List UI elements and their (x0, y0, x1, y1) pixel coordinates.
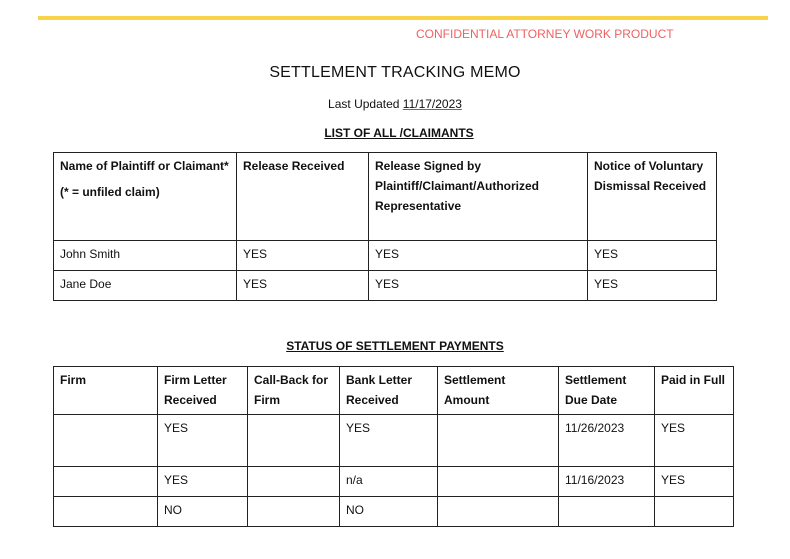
col-settlement-amount: Settlement Amount (438, 367, 559, 415)
claimants-header-row (54, 153, 717, 241)
col-due-date: Settlement Due Date (559, 367, 655, 415)
col-paid-in-full: Paid in Full (655, 367, 734, 415)
col-release-signed: Release Signed by Plaintiff/Claimant/Authorized Representative (369, 153, 588, 241)
paid-cell (655, 497, 734, 527)
firm-cell (54, 497, 158, 527)
firm-letter-cell: YES (158, 467, 248, 497)
col-dismissal: Notice of Voluntary Dismissal Received (588, 153, 717, 241)
header-rule (38, 16, 768, 20)
last-updated (0, 97, 790, 111)
claimant-name: Jane Doe (54, 271, 237, 301)
col-firm: Firm (54, 367, 158, 415)
col-claimant-name-label: Name of Plaintiff or Claimant* (60, 159, 229, 173)
dismissal-received: YES (588, 271, 717, 301)
due-date-cell (559, 497, 655, 527)
claimants-table (53, 152, 717, 301)
firm-cell (54, 467, 158, 497)
col-claimant-name (54, 153, 237, 241)
release-signed: YES (369, 271, 588, 301)
col-release-received: Release Received (237, 153, 369, 241)
table-row (54, 497, 734, 527)
call-back-cell (248, 415, 340, 467)
table-row (54, 241, 717, 271)
table-row (54, 415, 734, 467)
dismissal-received: YES (588, 241, 717, 271)
payments-table (53, 366, 734, 527)
page-title: SETTLEMENT TRACKING MEMO (269, 64, 521, 81)
payments-heading: STATUS OF SETTLEMENT PAYMENTS (286, 339, 504, 353)
claimants-heading: LIST OF ALL /CLAIMANTS (324, 126, 474, 140)
claimant-name: John Smith (54, 241, 237, 271)
amount-cell (438, 467, 559, 497)
last-updated-label: Last Updated (328, 97, 400, 111)
amount-cell (438, 415, 559, 467)
bank-letter-cell: n/a (340, 467, 438, 497)
paid-cell: YES (655, 415, 734, 467)
release-received: YES (237, 241, 369, 271)
col-firm-letter: Firm Letter Received (158, 367, 248, 415)
amount-cell (438, 497, 559, 527)
call-back-cell (248, 497, 340, 527)
bank-letter-cell: YES (340, 415, 438, 467)
paid-cell: YES (655, 467, 734, 497)
confidential-label: CONFIDENTIAL ATTORNEY WORK PRODUCT (416, 27, 674, 41)
firm-letter-cell: NO (158, 497, 248, 527)
due-date-cell: 11/26/2023 (559, 415, 655, 467)
firm-cell (54, 415, 158, 467)
release-received: YES (237, 271, 369, 301)
bank-letter-cell: NO (340, 497, 438, 527)
table-row (54, 271, 717, 301)
table-row (54, 467, 734, 497)
due-date-cell: 11/16/2023 (559, 467, 655, 497)
call-back-cell (248, 467, 340, 497)
unfiled-note: (* = unfiled claim) (60, 185, 160, 199)
firm-letter-cell: YES (158, 415, 248, 467)
col-call-back: Call-Back for Firm (248, 367, 340, 415)
payments-header-row (54, 367, 734, 415)
last-updated-date: 11/17/2023 (402, 97, 462, 111)
col-bank-letter: Bank Letter Received (340, 367, 438, 415)
release-signed: YES (369, 241, 588, 271)
